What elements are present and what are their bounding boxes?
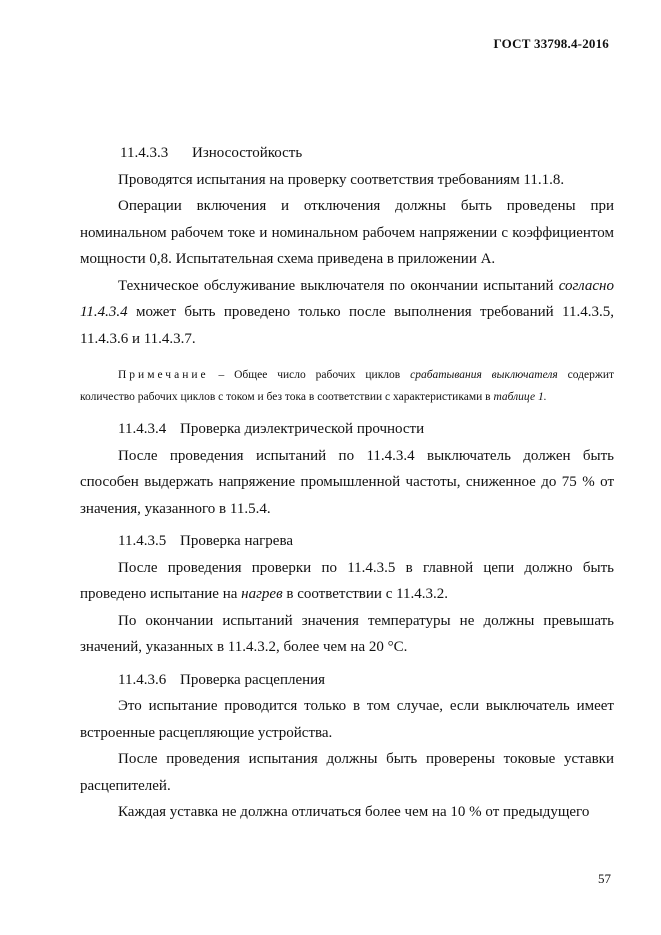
text-run: содержит количество рабочих циклов с током и без тока в соответствии с характеристиками в (80, 369, 615, 403)
section-title: Проверка нагрева (180, 533, 293, 549)
section-title: Износостойкость (192, 145, 303, 161)
text-run: – Общее число рабочих циклов (208, 369, 411, 381)
section-number: 11.4.3.3 (120, 145, 169, 161)
section-heading-11-4-3-4 (118, 416, 614, 443)
document-code: ГОСТ 33798.4-2016 (493, 36, 609, 51)
italic-term: срабатывания выключателя (410, 369, 558, 381)
paragraph: Операции включения и отключения должны быть проведены при номинальном рабочем токе и номинальном рабочем напряжении с коэффициентом мощности 0,8. Испытательная схема приведена в приложении А. (80, 198, 614, 267)
text-run: может быть проведено только после выполнения требований 11.4.3.5, 11.4.3.6 и 11.4.3.7. (80, 304, 614, 347)
text-run: в соответствии с 11.4.3.2. (282, 586, 449, 602)
section-heading-11-4-3-3 (120, 140, 614, 167)
page-number: 57 (598, 871, 611, 886)
section-number: 11.4.3.6 (118, 671, 167, 688)
paragraph: Каждая уставка не должна отличаться более чем на 10 % от предыдущего (118, 804, 590, 820)
italic-term: нагрев (241, 586, 283, 602)
page-content (80, 140, 614, 826)
paragraph: После проведения испытаний по 11.4.3.4 выключатель должен быть способен выдержать напряжение промышленной частоты, сниженное до 75 % от значения, указанного в 11.5.4. (80, 447, 614, 517)
section-number: 11.4.3.4 (118, 421, 167, 437)
section-number: 11.4.3.5 (118, 533, 167, 549)
text-run: После проведения проверки по 11.4.3.5 в главной цепи должно быть проведено испытание на (80, 559, 614, 602)
paragraph (80, 273, 614, 353)
paragraph: Это испытание проводится только в том случае, если выключатель имеет встроенные расцепляющие устройства. (80, 698, 614, 741)
paragraph: После проведения испытания должны быть проверены токовые уставки расцепителей. (80, 751, 614, 794)
paragraph: Проводятся испытания на проверку соответствия требованиям 11.1.8. (118, 171, 565, 188)
italic-reference: согласно 11.4.3.4 (80, 277, 614, 320)
paragraph (80, 555, 614, 608)
section-heading-11-4-3-5 (118, 528, 614, 555)
note (80, 364, 614, 408)
text-run: Техническое обслуживание выключателя по окончании испытаний (118, 277, 559, 294)
section-title: Проверка диэлектрической прочности (180, 421, 425, 437)
section-heading-11-4-3-6 (118, 667, 614, 694)
italic-reference: таблице 1. (493, 391, 547, 403)
section-title: Проверка расцепления (180, 671, 326, 688)
note-label: Примечание (118, 369, 209, 381)
paragraph: По окончании испытаний значения температуры не должны превышать значений, указанных в 11.4.3.2, более чем на 20 °С. (80, 612, 614, 655)
